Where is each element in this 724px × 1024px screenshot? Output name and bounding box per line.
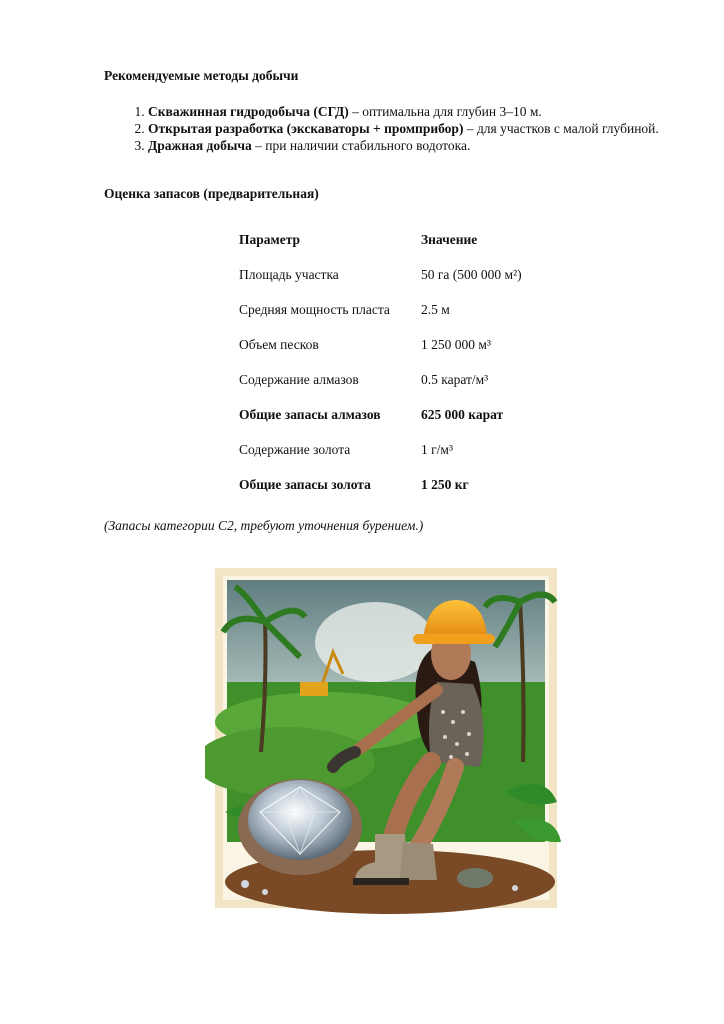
- column-header-value: Значение: [421, 231, 478, 247]
- method-title: Открытая разработка (экскаваторы + промприбор): [148, 121, 464, 136]
- table-header-row: [233, 222, 581, 257]
- method-title: Дражная добыча: [148, 138, 252, 153]
- table-row: [233, 327, 581, 362]
- value-cell: 1 250 000 м³: [421, 336, 491, 352]
- method-title: Скважинная гидродобыча (СГД): [148, 104, 349, 119]
- param-cell: Содержание золота: [239, 441, 351, 457]
- param-cell: Содержание алмазов: [239, 371, 359, 387]
- value-cell: 625 000 карат: [421, 406, 504, 422]
- value-cell: 2.5 м: [421, 301, 450, 317]
- table-row: [233, 397, 581, 432]
- param-cell: Площадь участка: [239, 266, 339, 282]
- value-cell: 50 га (500 000 м²): [421, 266, 522, 282]
- method-description: – оптимальна для глубин 3–10 м.: [348, 104, 542, 119]
- list-item: [148, 103, 688, 120]
- list-item: [148, 137, 688, 154]
- table-row: [233, 432, 581, 467]
- table-row: [233, 362, 581, 397]
- method-description: – для участков с малой глубиной.: [463, 121, 659, 136]
- param-cell: Общие запасы алмазов: [239, 406, 381, 422]
- value-cell: 1 250 кг: [421, 476, 469, 492]
- table-row: [233, 292, 581, 327]
- reserves-note: (Запасы категории C2, требуют уточнения бурением.): [104, 518, 424, 533]
- value-cell: 0.5 карат/м³: [421, 371, 489, 387]
- reserves-table: [233, 222, 581, 502]
- methods-heading: Рекомендуемые методы добычи: [104, 68, 299, 83]
- value-cell: 1 г/м³: [421, 441, 454, 457]
- woman-miner-with-diamond-illustration: [205, 562, 567, 924]
- table-row: [233, 257, 581, 292]
- list-item: [148, 120, 688, 137]
- methods-list: [104, 103, 688, 154]
- method-description: – при наличии стабильного водотока.: [251, 138, 471, 153]
- param-cell: Объем песков: [239, 336, 319, 352]
- table-row: [233, 467, 581, 502]
- param-cell: Общие запасы золота: [239, 476, 371, 492]
- reserves-heading: Оценка запасов (предварительная): [104, 186, 319, 201]
- param-cell: Средняя мощность пласта: [239, 301, 390, 317]
- column-header-parameter: Параметр: [239, 231, 301, 247]
